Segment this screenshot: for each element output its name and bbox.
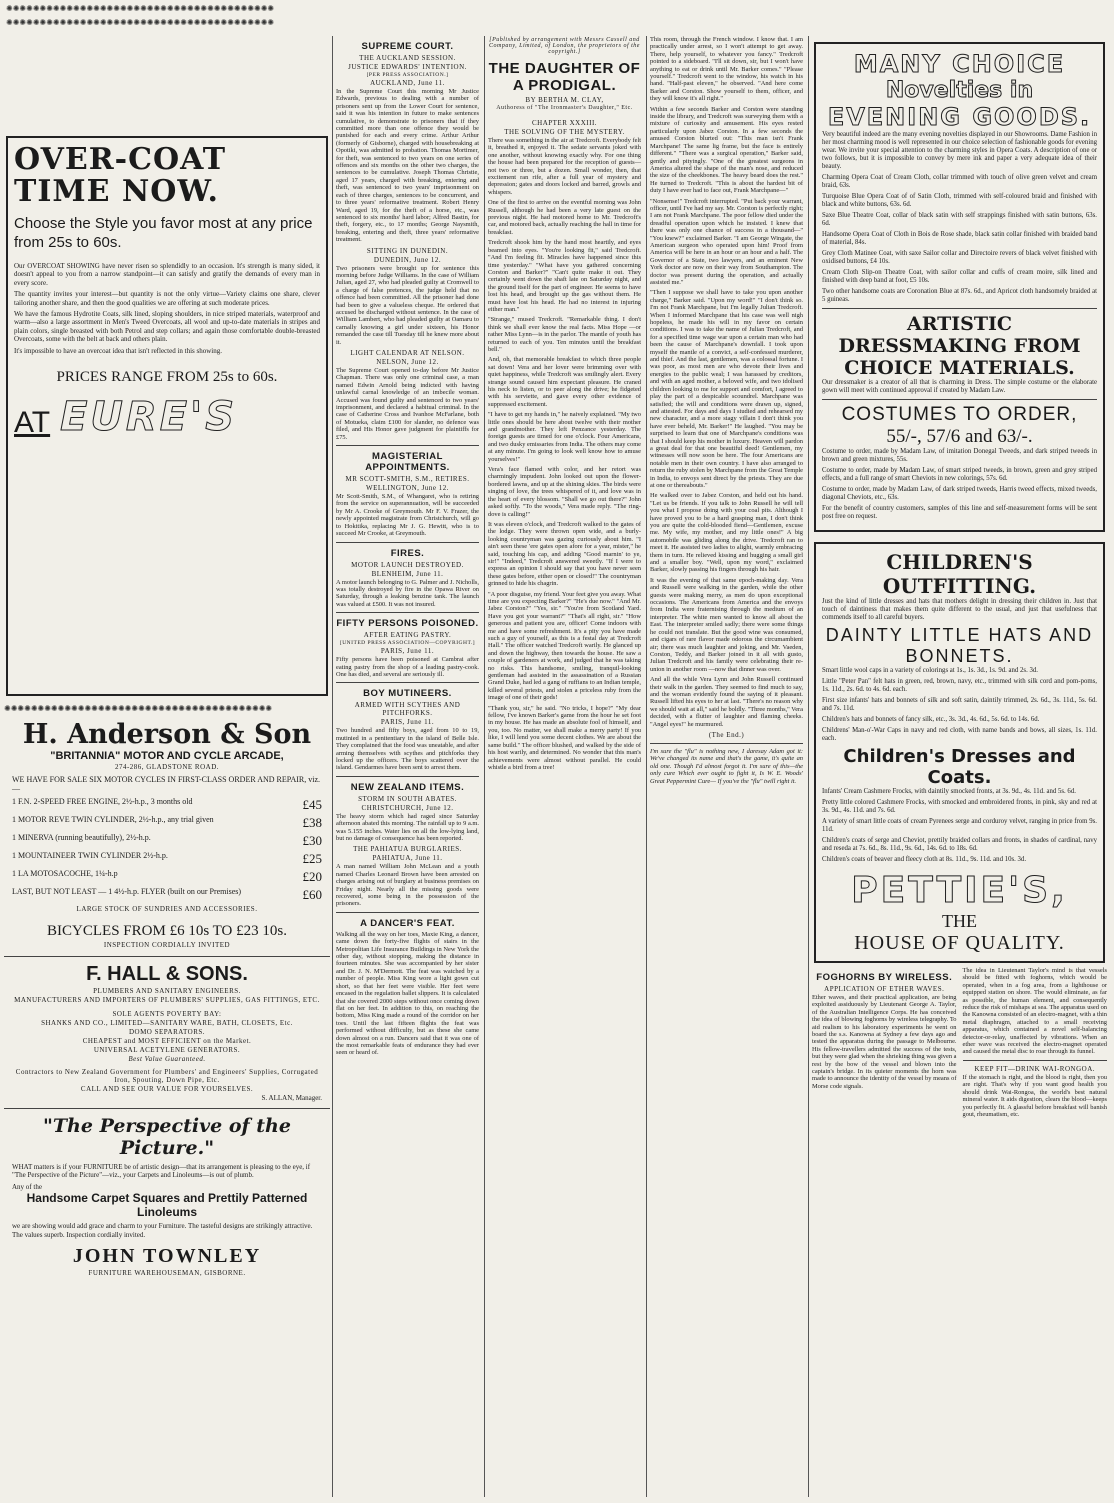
ad-text: Our OVERCOAT SHOWING have never risen so splendidly to an occasion. It's strength is many sided, it doesn't appeal to you from a narrow standpoint—it can satisfy and gratify the demands of every man in every score. — [14, 262, 320, 287]
article-text: Mr Scott-Smith, S.M., of Whangarei, who is retiring from the service on superannuation, will be succeeded by Mr A. Crooke of Greymouth. Mr F. V. Frazer, the newly appointed magistrate from Christchurch, will go to Hokitika, replacing Mr J. G. Hewitt, who is to succeed Mr Crooke, at Greymouth. — [336, 493, 479, 538]
section-heading: A DANCER'S FEAT. — [360, 917, 455, 929]
ad-text: It's impossible to have an overcoat idea that isn't reflected in this showing. — [14, 346, 223, 355]
ad-text: Charming Opera Coat of Cream Cloth, collar trimmed with touch of olive green velvet and cream braid, 63s. — [822, 174, 1097, 189]
article-text: Fifty persons have been poisoned at Cambrai after eating pastry from the shop of a leading pastry-cook. One has died, and several are seriously ill. — [336, 656, 479, 678]
subheading: MOTOR LAUNCH DESTROYED. — [351, 560, 464, 569]
story-author: BY BERTHA M. CLAY, — [525, 96, 604, 104]
ad-subtitle: Choose the Style you favor most at any price from 25s to 60s. — [14, 215, 313, 251]
anderson-intro: WE HAVE FOR SALE SIX MOTOR CYCLES IN FIRST-CLASS ORDER AND REPAIR, viz.— — [12, 775, 321, 793]
ad-text: Two other handsome coats are Coronation Blue at 87s. 6d., and Apricot cloth handsomely braided at 5 guineas. — [822, 288, 1097, 303]
section-heading: SUPREME COURT. — [361, 41, 454, 52]
rhyme-ad: I'm sure the "flu" is nothing new, I daresay Adam got it: We've changed its name and that's the game, it's quite an old one. Though I'd almost forgot it. I'm sure of this—the only cure Which ever ought to fight it, Is W. E. Woods' Great Peppermint Cure— If you've the "flu" twill right it. — [650, 747, 803, 785]
dateline: PARIS, June 11. — [380, 718, 435, 727]
childrens-ad — [814, 542, 1105, 963]
ornament-border: ✺✺✺✺✺✺✺✺✺✺✺✺✺✺✺✺✺✺✺✺✺✺✺✺✺✺✺✺✺✺✺✺✺✺✺✺✺✺✺✺ — [6, 18, 275, 27]
motor-cycle-row: 1 MINERVA (running beautifully), 2½-h.p. £30 — [12, 833, 322, 848]
article-text: If the stomach is right, and the blood is right, then you are right. That's why if you want good health you should drink Wai-Rongoa, the world's best natural mineral water. It aids digestion, clears the blood—keeps you perfectly fit. A glassful before breakfast will banish gout, rheumatism, etc. — [962, 1073, 1107, 1118]
subheading: LIGHT CALENDAR AT NELSON. — [350, 349, 465, 357]
ad-text: Just the kind of little dresses and hats that mothers delight in dressing their children in. Just that touch of daintiness that makes them quite different to the usual, and just that usefulness that commends itself to all careful buyers. — [822, 598, 1097, 621]
ad-title: EVENING GOODS. — [827, 103, 1092, 131]
motor-cycle-row: LAST, BUT NOT LEAST — 1 4½-h.p. FLYER (built on our Premises) £60 — [12, 887, 322, 902]
hall-title: F. HALL & SONS. — [86, 963, 248, 985]
section-heading: FIFTY PERSONS POISONED. — [336, 618, 479, 630]
story-text: Within a few seconds Barker and Corston were standing inside the library, and Tredcroft was surveying them with a mixture of curiosity and amusement. His eyes rested particularly upon Jabez Corston. In a few seconds the amused Corston blurted out: "This man isn't Frank Marchpane! The same lig frame, but the face is entirely different." "There was a surgical operation," Barker said, gently and pityingly. "One of the greatest surgeons in America altered the shape of the man's nose, and reduced the size of the cheekbones. The heavy beard does the rest." He turned to Tredcroft. "This is about the hardest bit of duty I have ever had to face out, Frank Marchpane—" — [650, 105, 803, 195]
ad-text: Costume to order, made by Madam Law, of dark striped tweeds, Harris tweed effects, mixed tweeds, diagonal Cheviots, etc., 63s. — [822, 486, 1097, 501]
story-text: One of the first to arrive on the eventful morning was John Russell, although he had been a very late guest on the previous night. He had motored home to Mr. Tredcroft's car, and motored back, actually reaching the hall in time for breakfast. — [488, 199, 641, 236]
ad-title: COSTUMES TO ORDER, — [841, 404, 1078, 425]
hall-line: Best Value Guaranteed. — [128, 1055, 206, 1063]
hall-line: CHEAPEST and MOST EFFICIENT on the Market. — [82, 1037, 252, 1045]
story-text: It was the evening of that same epoch-making day. Vera and Russell were walking in the garden, while the other guests were making merry, as men do upon exceptional occasions. The Americans from America and the envoys from India were fraternising through the medium of an interpreter. The white men wanted to know all about the East. The interpreter smiled sadly; there were some things he could not translate. But the good wine was consumed, and cigars of rare flavor made odorous the circumambient air; there was much laughter and joking, and Mr. Vaeden, Corston, Teddy, and Barker joined in it all with gusto, Julian Tredcroft and his family were celebrating their re-union in another room —now that dinner was over. — [650, 576, 803, 673]
dateline: BLENHEIM, June 11. — [371, 569, 444, 578]
story-title: THE DAUGHTER OF A PRODIGAL. — [488, 60, 641, 94]
motor-cycle-row: 1 MOTOR REVE TWIN CYLINDER, 2½-h.p., any trial given £38 — [12, 815, 322, 830]
article-text: A motor launch belonging to G. Palmer and J. Nicholls, was totally destroyed by fire in the Opawa River on Saturday, through a leaking benzine tank. The launch was valued at £500. It was not insured. — [336, 578, 479, 608]
ad-text: Childrens' Man-o'-War Caps in navy and red cloth, with name bands and bows, all sizes, 1s. 11d. each. — [822, 727, 1097, 742]
column-serial-story — [484, 36, 644, 1497]
story-text: Vera's face flamed with color, and her retort was charmingly impudent. John looked out upon the flower-bordered lawns, and up at the shining skies. The birds were singing of love, the trees whispered of it, and love was in the heart of every blossom. "Shall we go out there?" John asked softly. "To the woods," Vera made reply. "The ring-dove is calling!" — [488, 466, 641, 518]
section-heading: FOGHORNS BY WIRELESS. — [816, 972, 953, 983]
foghorns-continued — [963, 967, 1108, 1121]
hall-line: DOMO SEPARATORS. — [128, 1028, 206, 1036]
column-petties-ad — [808, 36, 1110, 1497]
dateline: AUCKLAND, June 11. — [370, 79, 445, 87]
ad-text: Pretty little colored Cashmere Frocks, with smocked and embroidered fronts, in pink, sky and red at 3s. 9d., 4s. 11d. and 7s. 6d. — [822, 799, 1097, 814]
ad-text: Saxe Blue Theatre Coat, collar of black satin with self strappings finished with satin buttons, 63s. 6d. — [822, 212, 1097, 227]
story-text: It was eleven o'clock, and Tredcroft walked to the gates of the lodge. They were thrown open wide, and a burly-looking countryman was gazing curiously about him. "I ain't seen these 'ere gates open afore for a year, mister," he said, touching his cap, and adding "Good marnin' to ye, sir!" "Indeed," Tredcroft answered sweetly. "If I were to express an opinion I should say that you have never seen these gates before, either open or closed!" The countryman grinned to hide his chagrin. — [488, 520, 641, 588]
section-heading: BOY MUTINEERS. — [363, 688, 452, 700]
hall-line: PLUMBERS AND SANITARY ENGINEERS. — [93, 987, 241, 995]
ad-text: Our dressmaker is a creator of all that is charming in Dress. The simple costume or the elaborate gown will meet with continued approval if created by Madam Law. — [822, 379, 1097, 394]
chapter-number: CHAPTER XXXIII. — [531, 119, 598, 127]
story-text: This room, through the French window. I know that. I am practically under arrest, so I won't attempt to get away. There, help yourself, to whatever you fancy." Tredcroft pointed to a sideboard. "I'll sit down, sir, but I won't have anything to eat or drink until Mr. Barker comes." "Please yourself." Tredcroft went to the window, his watch in his hand. "Half-past eleven," he observed. "And here come Barker and Corston. Show yourself to them, officer, and they will know it's all right." — [650, 36, 803, 103]
story-text: "Thank you, sir," he said. "No tricks, I hope?" "My dear fellow, I've known Barker's game from the hour he set foot in my house. He has made an absolute fool of himself, and you, too. No matter, we shall make a merry party! If you like, I will lend you some decent clothes. We are about the same build." The officer blushed, and walked by the side of his host warily, and determined. No wonder that this man's achievements were almost without parallel. He could whistle a bird from a tree! — [488, 704, 641, 771]
article-text: In the Supreme Court this morning Mr Justice Edwards, previous to dealing with a number of prisoners sent up from the Lower Court for sentence, said it was his intention in future to make sentences cumulative, to demonstrate to prisoners that if they committed more than one offence they would be punished for each and every crime. Arthur Arthur (formerly of Gisborne), charged with housebreaking at Opotiki, was admitted to probation. Thomas Mortimer, for theft, was sentenced to two years on one series of offences and six months on the other two charges, the sentences to be cumulative. Joseph Thomas Christie, aged 17 years, charged with breaking, entering and theft, was sentenced to two years' imprisonment on each of three charges, sentences to be concurrent, and to three years' reformative treatment. Robert Henry Ward, aged 19, for the theft of a horse, etc., was sentenced to six months' hard labor; Alfred Bastin, for theft, forgery, etc., to 17 months; George Naysmith, breaking, entering and theft, three years' reformative treatment. — [336, 88, 479, 244]
article-text: Walking all the way on her toes, Maxie King, a dancer, came down the forty-five flights of stairs in the Metropolitan Life Insurance Buildings in New York the other day, without stopping, making the distance in fourteen minutes. She was accompanied by her sister and Dr. J. N. M'Dermott. The feat was watched by a number of people. Miss King wore a light gown cut short, so that her feet were visible. Her feet were encased in the regulation ballet slippers. It is calculated that she covered 2000 steps without once coming down flat on her feet. In addition to this, on reaching the bottom, Miss King made a round of the corridor on her toes. Until the last fifteen flights the feat was performed without difficulty, but as these she came down almost on a run. Dancers said that it was one of the most remarkable feats of endurance they had ever seen or heard of. — [336, 930, 479, 1057]
column-news — [332, 36, 482, 1497]
story-end: (The End.) — [708, 730, 745, 739]
ad-text: Costume to order, made by Madam Law, of imitation Donegal Tweeds, and dark striped tweeds in brown and green mixtures, 55s. — [822, 448, 1097, 463]
hall-ad — [4, 961, 330, 1104]
section-heading: NEW ZEALAND ITEMS. — [350, 781, 465, 793]
petties-the: THE — [942, 911, 977, 931]
ad-text: Very beautiful indeed are the many evening novelties displayed in our Showrooms. Dame Fashion in her most charming mood is well represented in our choice selection of fashionable goods for evening wear. We invite your special attention to the charming styles in Opera Coats. A description of one or two follows, but it is impossible to convey by mere ink and paper a very adequate idea of their beauty. — [822, 131, 1098, 170]
story-text: "I have to get my hands in," he naively explained. "My two little ones should be here about twelve with their mother and grandmother. They left Penzance yesterday. The foreign guests are timed for one o'clock. Four Americans, and two dusky emissaries from India. The others may come at any minute. I'm going to look well know how to amuse yourselves!" — [488, 411, 641, 463]
hall-line: Contractors to New Zealand Government for Plumbers' and Engineers' Supplies, Corrugated Iron, Spouting, Down Pipe, Etc. — [15, 1068, 319, 1084]
story-text: He walked over to Jabez Corston, and held out his hand. "Let us be friends. If you talk to John Russell he will tell you what I propose doing with your coal pits. Although I have proved you to be a hard grasping man, I don't think you are quite the cold-blooded fiend—Gentlemen, excuse me. My wife, my mother, and my little ones!" A big automobile was gliding along the drive. Tredcroft ran to meet it. He assisted two ladies to alight, warmly embracing them in turn. He relieved kissing and hugging a small girl and a smaller boy. "Well, upon my word," exclaimed Barker, slowly passing his fingers through his hair. — [650, 492, 803, 574]
ad-at: AT — [14, 406, 51, 440]
ad-text: The quantity invites your interest—but quantity is not the only virtue—Variety claims one share, clever tailoring another share, and then the good qualities we are offering at such moderate prices. — [14, 290, 320, 307]
article-text: The heavy storm which had raged since Saturday afternoon abated this morning. The rainfall up to 9 a.m. was 5.155 inches. Water lies on all the low-lying land, but no damage of consequence has been reported. — [336, 812, 479, 842]
eures-overcoat-ad — [6, 136, 328, 696]
ad-text: Infants' Cream Cashmere Frocks, with daintily smocked fronts, at 3s. 9d., 4s. 11d. and 5s. 6d. — [822, 788, 1076, 795]
ad-text: Children's coats of serge and Cheviot, prettily braided collars and fronts, in shades of cardinal, navy and reseda at 7s. 6d., 8s. 11d., 9s. 6d., 14s. 6d. to 18s. 6d. — [822, 837, 1097, 852]
story-text: And all the while Vera Lynn and John Russell continued their walk in the garden. They seemed to find much to say, and the woman evidently found the saying of it pleasant. Russell lifted his eyes to her at last. "There's no reason why we should wait at all," said he boldly. "Three months," Vera decided, with a flutter of laughter and flaming cheeks. "Angel eyes!" he murmured. — [650, 676, 803, 728]
subheading: STORM IN SOUTH ABATES. — [358, 794, 457, 803]
townley-name: JOHN TOWNLEY — [72, 1244, 262, 1267]
townley-ad — [4, 1113, 330, 1280]
subheading: ARMED WITH SCYTHES AND PITCHFORKS. — [354, 701, 461, 718]
anderson-subtitle: "BRITANNIA" MOTOR AND CYCLE ARCADE, — [50, 750, 284, 762]
story-author-note: Authoress of "The Ironmaster's Daughter," Etc. — [496, 105, 633, 111]
petties-logo: PETTIE'S, — [851, 870, 1068, 911]
foghorns-article — [812, 967, 957, 1121]
dateline: WELLINGTON, June 12. — [366, 484, 449, 493]
article-text: A man named William John McLean and a youth named Charles Leonard Brown have been arrested on charges arising out of burglary at business premises on Friday night. Nearly all the missing goods were recovered, some being in the possession of the prisoners. — [336, 863, 479, 908]
ad-prices: 55/-, 57/6 and 63/-. — [886, 426, 1033, 447]
ad-text: Cream Cloth Slip-on Theatre Coat, with sailor collar and cuffs of cream moire, silk lined and finished with deep band at foot, £5 10s. — [822, 269, 1097, 284]
townley-sub: FURNITURE WAREHOUSEMAN, GISBORNE. — [88, 1268, 246, 1277]
anderson-title: H. Anderson & Son — [22, 719, 312, 750]
motor-cycle-row: 1 F.N. 2-SPEED FREE ENGINE, 2½-h.p., 3 months old £45 — [12, 797, 322, 812]
anderson-address: 274-286, GLADSTONE ROAD. — [114, 763, 220, 771]
press-credit: [PER PRESS ASSOCIATION.] — [366, 72, 449, 78]
story-text: "A poor disguise, my friend. Your feet give you away. What time are you expecting Barker?" "He's due now." "And Mr. Jabez Corston?" "Yes, sir." "You're from Scotland Yard. Have you got your warrant?" "That's all right, sir." "How generous and patient you are, officer! Come indoors with me and have some refreshment. It's a pity you have made such a guy of yourself, as this is a festal day at Tredcroft Hall." The officer watched Tredcroft warily. He glanced up and down the highway, then towards the house. He saw a couple of gardeners at work, and judged that he was taking no risks. This handsome, smiling, tranquil-looking gentleman had assisted in the assassination of a Russian Grand Duke, had led a gang of ruffians to an Indian temple, killed several priests, and stolen a priceless ruby from the image of one of their gods! — [488, 590, 641, 702]
dateline: PARIS, June 11. — [380, 647, 435, 656]
section-heading: FIRES. — [390, 547, 425, 559]
subheading: JUSTICE EDWARDS' INTENTION. — [348, 63, 467, 71]
dateline: PAHIATUA, June 11. — [372, 854, 443, 863]
chapter-title: THE SOLVING OF THE MYSTERY. — [504, 128, 625, 136]
ad-text: Handsome Opera Coat of Cloth in Bois de Rose shade, black satin collar finished with braided band of material, 84s. — [822, 231, 1097, 246]
publisher-note: [Published by arrangement with Messrs Cassell and Company, Limited, of London, the proprietors of the copyright.] — [489, 37, 640, 55]
ad-title: DAINTY LITTLE HATS AND BONNETS. — [825, 625, 1094, 666]
ad-text: We have the famous Hydrotite Coats, silk lined, sloping shoulders, in nice striped materials, waterproof and warm—also a large assortment in Men's Tweed Overcoats, all wool and up-to-date materials in stripes and plain colors, single breasted with both Petrol and step collars; and again those comfortable double-breasted Overcoats, some with the belt at back and others plain. — [14, 310, 320, 344]
article-text: The Supreme Court opened to-day before Mr Justice Chapman. There was only one criminal case, a man named Edwin Arnold being indicted with having unlawful carnal knowledge of an imbecile woman. Accused was found guilty and sentenced to two years' imprisonment, and declared a habitual criminal. In the case of Catherine Cross and Ivanhoe McFarlane, both of Motueka, claim £100 for slander, no defence was filed, and His Honor gave judgment for plaintiffs for £75. — [336, 367, 479, 441]
story-text: "Then I suppose we shall have to take you upon another charge," Barker said. "Upon my word!" "I don't think so. I'm not Frank Marchpane, but I'm legally Julian Tredcroft. When I informed Marchpane that his case was well nigh hopeless, he made his will in my favor on certain conditions. I was to take the name of Julian Tredcroft, and for a specified time wage war upon a certain man who had been the cause of Marchpane's downfall. I took upon myself the mantle of a convict, a self-confessed murderer, and thief. And the last, gentlemen, was a colossal fortune. I was poor, as most men are who devote their lives and energies to the public weal; I was harassed by creditors, and with an aged mother, a beloved wife, and two idolised children looking to me for support and comfort, I agreed to play the part of a despicable scoundrel. Marchpane was satisfied; the will and conditions were drawn up, signed, and attested. For days and days I studied and rehearsed my new character, and a more stagy villain I don't think you have ever beheld, Mr. Barker!" He laughed. "You may be surprised to learn that one of Marchpane's conditions was that I should keep his mother in luxury. Heaven will pardon a great deal for that one beautiful deed! Gentlemen, my witnesses will now soon be here. The four Americans are notable men in their own country. I have also arranged to return the ruby stolen by Marchpane from the Great Temple in India, to envoys sent direct by the priests. They are due at one or thereabouts." — [650, 289, 803, 489]
subheading: SITTING IN DUNEDIN. — [366, 246, 449, 255]
column-advertisements-left — [4, 36, 330, 1497]
story-text: "Nonsense!" Tredcroft interrupted. "Put back your warrant, officer, until I've had my say. Mr. Corston is perfectly right; I am not Frank Marchpane. The poor fellow died under the dreadful operation upon which he insisted. I knew that there was only one chance of success in a thousand—" "You knew?" exclaimed Barker. "I am George Wingate, the American surgeon who operated upon him! Proof from America will be here in an hour or an hour and a half. The Governor of a State, two lawyers, and an eminent New York doctor are now on their way from Southampton. The doctor was present during the operation, and actually assisted me." — [650, 197, 803, 286]
ad-title: ARTISTIC DRESSMAKING FROM CHOICE MATERIALS. — [838, 313, 1081, 379]
hall-line: MANUFACTURERS AND IMPORTERS OF PLUMBERS' SUPPLIES, GAS FITTINGS, ETC. — [14, 996, 320, 1004]
story-text: "Strange," mused Tredcroft. "Remarkable thing. I don't think we shall ever know the real facts. Miss Hope —or rather Miss Lynn—is in the parlor. The mantle of youth has returned to each of you. Ten minutes until the breakfast bell." — [488, 316, 641, 353]
hall-line: UNIVERSAL ACETYLENE GENERATORS. — [93, 1046, 241, 1054]
hall-line: SHANKS AND CO., LIMITED—SANITARY WARE, BATH, CLOSETS, Etc. — [41, 1019, 293, 1027]
motor-cycle-row: 1 MOUNTAINEER TWIN CYLINDER 2½-h.p. £25 — [12, 851, 322, 866]
petties-tagline: HOUSE OF QUALITY. — [854, 932, 1065, 954]
anderson-bicycles: BICYCLES FROM £6 10s TO £23 10s. — [47, 923, 287, 939]
story-text: And, oh, that memorable breakfast to which three people sat down! Vera and her lover were brimming over with quiet happiness, while Tredcroft was smilingly alert. Every strange sound caused him expectant pleasure. He craned his neck to listen, or to peer along the drive; he fidgeted with his serviette, and gave every other evidence of suppressed excitement. — [488, 356, 641, 408]
ad-text: Little "Peter Pan" felt hats in green, red, brown, navy, etc., trimmed with silk cord and pom-poms, 1s. 11d., 2s. 6d. to 4s. 6d. each. — [822, 678, 1097, 693]
dateline: DUNEDIN, June 12. — [373, 255, 442, 264]
ad-text: Children's hats and bonnets of fancy silk, etc., 3s. 3d., 4s. 6d., 5s. 6d. to 14s. 6d. — [822, 716, 1040, 723]
ad-title: Children's Dresses and Coats. — [843, 746, 1076, 788]
story-text: There was something in the air at Tredcroft. Everybody felt it, breathed it, enjoyed it. The sedate servants joked with one another, without knowing exactly why. For one thing the house had been prepared for the reception of guests—not two or three, but a dozen. Small wonder, then, that excitement ran rife, after a full year of mystery and depression; gates and doors locked and barred, growls and whispers. — [488, 137, 641, 196]
subheading: KEEP FIT—DRINK WAI-RONGOA. — [974, 1064, 1096, 1073]
ad-title: MANY CHOICE — [853, 50, 1066, 78]
townley-title: "The Perspective of the Picture." — [43, 1115, 291, 1159]
subheading: THE PAHIATUA BURGLARIES. — [353, 845, 462, 854]
ornament-border: ✺✺✺✺✺✺✺✺✺✺✺✺✺✺✺✺✺✺✺✺✺✺✺✺✺✺✺✺✺✺✺✺✺✺✺✺✺✺✺✺ — [4, 704, 273, 713]
article-text: Two hundred and fifty boys, aged from 10 to 19, mutinied in a penitentiary in the island of Belle Isle. They complained that the food was uneatable, and after arming themselves with scythes and pitchforks they locked up the officers. The boys scattered over the island. Gendarmes have been sent to arrest them. — [336, 727, 479, 772]
dateline: NELSON, June 12. — [376, 358, 439, 366]
townley-headline: Handsome Carpet Squares and Prettily Patterned Linoleums — [26, 1191, 308, 1220]
dateline: CHRISTCHURCH, June 12. — [361, 803, 454, 812]
ad-text: Children's coats of beaver and fleecy cloth at 8s. 11d., 9s. 11d. and 10s. 3d. — [822, 856, 1027, 863]
townley-text: we are showing would add grace and charm to your Furniture. The tasteful designs are strikingly attractive. The values superb. Inspection cordially invited. — [12, 1222, 313, 1239]
subheading: APPLICATION OF ETHER WAVES. — [824, 985, 945, 993]
ad-title: Novelties in — [885, 78, 1034, 103]
many-choice-ad — [814, 42, 1105, 532]
ad-text: A variety of smart little coats of cream Pyrenees serge and corduroy velvet, ranging in price from 9s. 11d. — [822, 818, 1097, 833]
ad-text: For the benefit of country customers, samples of this line and self-measurement forms will be sent post free on request. — [822, 505, 1097, 520]
ad-text: Costume to order, made by Madam Law, of smart striped tweeds, in brown, green and grey striped effects, and a full range of smart Cheviots in new colorings, 57s. 6d. — [822, 467, 1097, 482]
ad-title: OVER-COAT TIME NOW. — [14, 142, 227, 209]
ad-prices: PRICES RANGE FROM 25s to 60s. — [56, 369, 278, 386]
eures-logo: EURE'S — [60, 394, 238, 441]
ad-text: First size infants' hats and bonnets of silk and soft satin, daintily trimmed, 2s. 6d., 3s. 11d., 5s. 6d. and 7s. 11d. — [822, 697, 1097, 712]
ad-text: Turquoise Blue Opera Coat of of Satin Cloth, trimmed with self-coloured braid and finished with black and white buttons, 63s. 6d. — [822, 193, 1097, 208]
ornament-border: ✺✺✺✺✺✺✺✺✺✺✺✺✺✺✺✺✺✺✺✺✺✺✺✺✺✺✺✺✺✺✺✺✺✺✺✺✺✺✺✺ — [6, 4, 275, 13]
hall-signature: S. ALLAN, Manager. — [261, 1094, 322, 1102]
anderson-ad — [4, 717, 330, 952]
subheading: MR SCOTT-SMITH, S.M., RETIRES. — [345, 475, 470, 484]
ad-text: Grey Cloth Matinee Coat, with saxe Sailor collar and Directoire revers of black velvet finished with oxidised buttons, £4 10s. — [822, 250, 1097, 265]
press-credit: [UNITED PRESS ASSOCIATION—COPYRIGHT.] — [339, 640, 476, 647]
article-text: The idea in Lieutenant Taylor's mind is that vessels should be fitted with foghorns, which would be operated, when in a fog area, from a lighthouse or equipped station on shore. The would eliminate, as far as possible, the human element, and consequently reduce the risk of mishaps at sea. The apparatus used on the Kanowna consisted of an electro-magnet, with a thin metal diaphragm, attached to a small receiving apparatus, which contained a novel self-balancing detector-or-relay, unaffected by vibrations. When an ether wave was received the electro-magnet operated and caused the metal disc to roar through its funnel. — [962, 967, 1107, 1056]
motor-cycle-row: 1 LA MOTOSACOCHE, 1¼-h.p £20 — [12, 869, 322, 884]
townley-text: WHAT matters is if your FURNITURE be of artistic design—that its arrangement is pleasing to the eye, if "The Perspective of the Picture"—viz., your Carpets and Linoleums—is out of plumb. — [12, 1163, 311, 1180]
subheading: AFTER EATING PASTRY. — [363, 631, 452, 640]
story-text: Tredcroft shook him by the hand most heartily, and eyes beamed into eyes. "You're looking fit," said Tredcroft. "And I'm feeling fit. Miracles have happened since this time yesterday." "What have you gathered concerning Corston and Barker?" "Can't quite make it out. They certainly went down the shaft late on Saturday night, and the ground itself for the part of engineer. He seems to have lost his head, and brought up the gas without them. He must have lost his head. He had no interest in injuring either man." — [488, 239, 641, 313]
townley-text: Any of the — [12, 1183, 42, 1192]
ad-text: Smart little wool caps in a variety of colorings at 1s., 1s. 3d., 1s. 9d. and 2s. 3d. — [822, 667, 1038, 674]
anderson-inspect: INSPECTION CORDIALLY INVITED — [103, 941, 231, 949]
article-text: Two prisoners were brought up for sentence this morning before Judge Williams. In the case of William Julian, aged 27, who had pleaded guilty at Cromwell to a charge of false pretences, the judge held that no offence had been committed. All the prisoner had done had been to give a valueless cheque. He ordered that accused be discharged without sentence. In the case of William Lambert, who had pleaded guilty at Oamaru to carnally knowing a girl under sixteen, his Honor remanded the case till Tuesday till he knew more about it. — [336, 264, 479, 346]
article-text: Ether waves, and their practical application, are being exploited assiduously by Lieutenant George A. Taylor, of the Australian Intelligence Corps. He has conceived the idea of blowing foghorns by wireless telegraphy. To aid realism to his laboratory experiments he went on board the s.s. Kanowna at Sydney a few days ago and tested the apparatus during the passage to Melbourne. His fellow-travellers admitted the success of the tests, but they were glad when the shrieking thing was given a rest by the bow of the vessel and blown into the captain's bridge. In its quieter moments the horn was made to announce the identity of the vessel by means of Morse code signals. — [812, 994, 957, 1090]
section-heading: MAGISTERIAL APPOINTMENTS. — [365, 451, 450, 474]
subheading: THE AUCKLAND SESSION. — [359, 54, 456, 62]
hall-line: CALL AND SEE OUR VALUE FOR YOURSELVES. — [80, 1085, 254, 1093]
bottom-news — [812, 967, 1107, 1121]
hall-line: SOLE AGENTS POVERTY BAY: — [112, 1010, 222, 1018]
anderson-sundries: LARGE STOCK OF SUNDRIES AND ACCESSORIES. — [76, 905, 258, 913]
column-serial-story-continued — [646, 36, 806, 1497]
ad-title: CHILDREN'S OUTFITTING. — [882, 550, 1037, 598]
